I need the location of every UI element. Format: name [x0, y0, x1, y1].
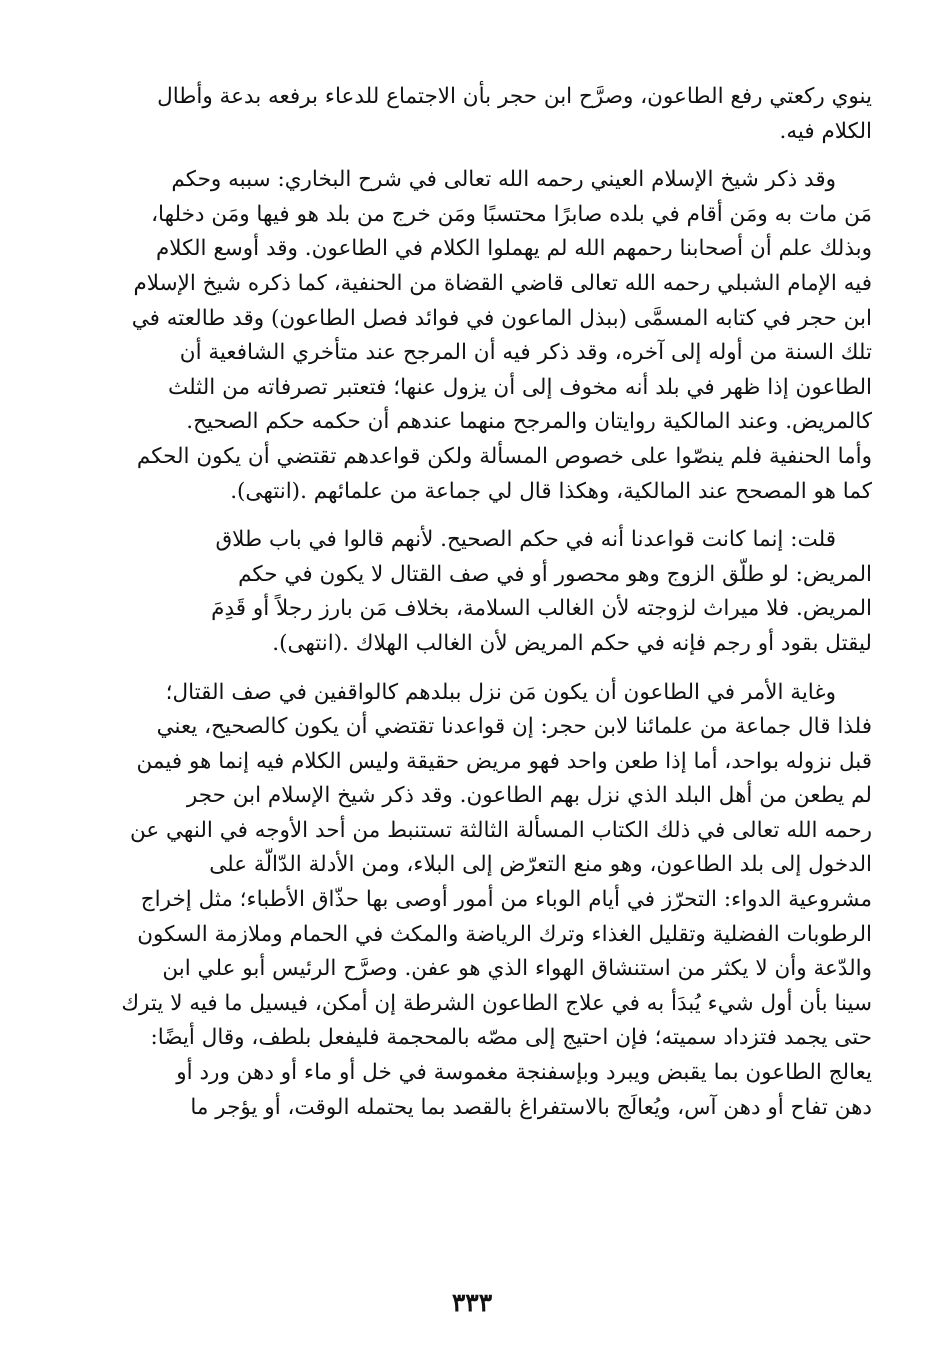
text-line: وقد ذكر شيخ الإسلام العيني رحمه الله تعالى في شرح البخاري: سببه وحكم — [171, 167, 836, 193]
text-line: وبذلك علم أن أصحابنا رحمهم الله لم يهملوا الكلام في الطاعون. وقد أوسع الكلام — [155, 236, 872, 262]
text-line: وغاية الأمر في الطاعون أن يكون مَن نزل ببلدهم كالواقفين في صف القتال؛ — [165, 679, 836, 705]
text-line: المريض: لو طلَّق الزوج وهو محصور أو في صف القتال لا يكون في حكم — [238, 561, 872, 587]
text-line: الطاعون إذا ظهر في بلد أنه مخوف إلى أن يزول عنها؛ فتعتبر تصرفاته من الثلث — [168, 374, 872, 400]
text-line: مشروعية الدواء: التحرّز في أيام الوباء من أمور أوصى بها حذّاق الأطباء؛ مثل إخراج — [140, 887, 872, 913]
text-line: ينوي ركعتي رفع الطاعون، وصرَّح ابن حجر بأن الاجتماع للدعاء برفعه بدعة وأطال — [157, 84, 872, 109]
main-text — [72, 80, 872, 1125]
text-line: وأما الحنفية فلم ينصّوا على خصوص المسألة ولكن قواعدهم تقتضي أن يكون الحكم — [136, 443, 872, 469]
text-line: الدخول إلى بلد الطاعون، وهو منع التعرّض إلى البلاء، ومن الأدلة الدّالّة على — [209, 852, 872, 878]
text-line: قلت: إنما كانت قواعدنا أنه في حكم الصحيح. لأنهم قالوا في باب طلاق — [215, 527, 836, 553]
text-line: مَن مات به ومَن أقام في بلده صابرًا محتسبًا ومَن خرج من بلد هو فيها ومَن دخلها، — [151, 201, 872, 227]
text-line: حتى يجمد فتزداد سميته؛ فإن احتيج إلى مصّه بالمحجمة فليفعل بلطف، وقال أيضًا: — [150, 1025, 872, 1051]
text-line: لم يطعن من أهل البلد الذي نزل بهم الطاعون. وقد ذكر شيخ الإسلام ابن حجر — [186, 783, 872, 809]
text-line: فيه الإمام الشبلي رحمه الله تعالى قاضي القضاة من الحنفية، كما ذكره شيخ الإسلام — [133, 270, 872, 296]
text-line: تلك السنة من أوله إلى آخره، وقد ذكر فيه أن المرجح عند متأخري الشافعية أن — [179, 340, 872, 366]
text-line: دهن تفاح أو دهن آس، ويُعالَج بالاستفراغ بالقصد بما يحتمله الوقت، أو يؤجر ما — [190, 1094, 872, 1120]
text-line: فلذا قال جماعة من علمائنا لابن حجر: إن قواعدنا تقتضي أن يكون كالصحيح، يعني — [156, 714, 872, 740]
text-line: المريض. فلا ميراث لزوجته لأن الغالب السلامة، بخلاف مَن بارز رجلاً أو قَدِمَ — [211, 596, 872, 622]
text-line: يعالج الطاعون بما يقبض ويبرد وبإسفنجة مغموسة في خل أو ماء أو دهن ورد أو — [176, 1060, 872, 1086]
text-line: كما هو المصحح عند المالكية، وهكذا قال لي جماعة من علمائهم .(انتهى). — [230, 478, 872, 504]
text-line: الكلام فيه. — [779, 118, 872, 144]
text-line: كالمريض. وعند المالكية روايتان والمرجح منهما عندهم أن حكمه حكم الصحيح. — [186, 409, 872, 435]
text-line: ابن حجر في كتابه المسمَّى (ببذل الماعون في فوائد فصل الطاعون) وقد طالعته في — [131, 305, 872, 331]
text-line: الرطوبات الفضلية وتقليل الغذاء وترك الرياضة والمكث في الحمام وملازمة السكون — [137, 921, 872, 947]
paragraph-2 — [72, 163, 872, 509]
paragraph-1 — [72, 80, 872, 149]
text-line: سينا بأن أول شيء يُبدَأ به في علاج الطاعون الشرطة إن أمكن، فيسيل ما فيه لا يترك — [121, 990, 872, 1016]
text-line: قبل نزوله بواحد، أما إذا طعن واحد فهو مريض حقيقة وليس الكلام فيه إنما هو فيمن — [136, 748, 872, 774]
text-line: ليقتل بقود أو رجم فإنه في حكم المريض لأن الغالب الهلاك .(انتهى). — [272, 630, 872, 656]
text-line: رحمه الله تعالى في ذلك الكتاب المسألة الثالثة تستنبط من أحد الأوجه في النهي عن — [129, 817, 872, 843]
text-line: والدّعة وأن لا يكثر من استنشاق الهواء الذي هو عفن. وصرَّح الرئيس أبو علي ابن — [162, 956, 872, 982]
paragraph-3 — [72, 523, 872, 661]
page-number: ٣٣٣ — [451, 1288, 493, 1317]
paragraph-4 — [72, 676, 872, 1126]
